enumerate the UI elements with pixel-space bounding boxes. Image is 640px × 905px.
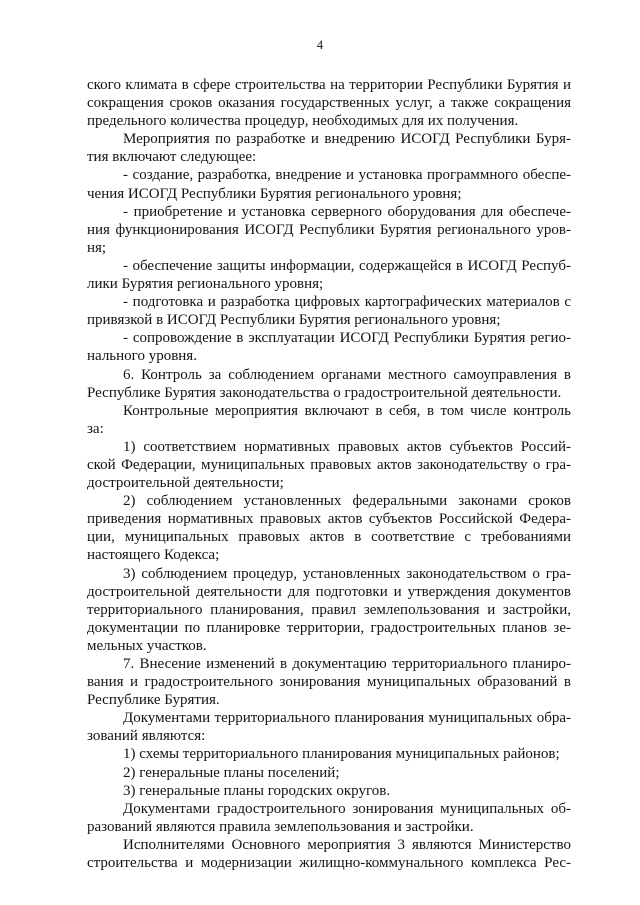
text-line: лики Бурятия регионального уровня; (87, 276, 324, 293)
text-line: вания и градостроительного зонирования муниципальных образований в (87, 674, 571, 691)
text-line: тия включают следующее: (87, 149, 257, 166)
text-line: Республике Бурятия законодательства о градостроительной деятельности. (87, 384, 562, 401)
text-line: Документами градостроительного зонирования муниципальных об- (123, 800, 571, 817)
text-line: - создание, разработка, внедрение и установка программного обеспе- (123, 167, 571, 184)
text-line: достроительной деятельности для подготовки и утверждения документов (87, 583, 571, 600)
text-line: Контрольные мероприятия включают в себя, в том числе контроль (123, 402, 571, 419)
text-line: чения ИСОГД Республики Бурятия регионального уровня; (87, 185, 462, 202)
text-line: 2) генеральные планы поселений; (123, 764, 340, 781)
text-line: Мероприятия по разработке и внедрению ИСОГД Республики Буря- (123, 131, 571, 148)
text-line: разований являются правила землепользования и застройки. (87, 818, 474, 835)
text-line: ня; (87, 239, 107, 256)
text-line: 6. Контроль за соблюдением органами местного самоуправления в (123, 366, 571, 383)
text-line: - приобретение и установка серверного оборудования для обеспече- (123, 203, 571, 220)
text-line: территориального планирования, правил землепользования и застройки, (87, 601, 571, 618)
text-line: достроительной деятельности; (87, 475, 284, 492)
text-line: ния функционирования ИСОГД Республики Бурятия регионального уров- (87, 221, 571, 238)
text-line: ции, муниципальных правовых актов в соответствие с требованиями (87, 529, 571, 546)
text-line: - обеспечение защиты информации, содержащейся в ИСОГД Респуб- (123, 257, 571, 274)
document-body (87, 76, 571, 872)
text-line: ского климата в сфере строительства на территории Республики Бурятия и (87, 77, 571, 93)
text-line: документации по планировке территории, градостроительных планов зе- (87, 619, 571, 636)
text-line: настоящего Кодекса; (87, 547, 220, 564)
text-line: Республике Бурятия. (87, 692, 220, 709)
text-line: нального уровня. (87, 348, 197, 365)
text-line: строительства и модернизации жилищно-коммунального комплекса Рес- (87, 855, 571, 872)
text-line: 3) соблюдением процедур, установленных законодательством о гра- (123, 565, 571, 582)
text-line: 3) генеральные планы городских округов. (123, 782, 391, 799)
text-line: 1) соответствием нормативных правовых актов субъектов Россий- (123, 438, 571, 455)
text-line: 7. Внесение изменений в документацию территориального планиро- (123, 656, 571, 672)
text-line: привязкой в ИСОГД Республики Бурятия регионального уровня; (87, 312, 501, 329)
text-line: предельного количества процедур, необходимых для их получения. (87, 113, 519, 130)
page-number: 4 (316, 38, 324, 52)
text-line: Исполнителями Основного мероприятия 3 являются Министерство (123, 836, 571, 853)
text-line: - подготовка и разработка цифровых картографических материалов с (123, 294, 571, 311)
text-line: 1) схемы территориального планирования муниципальных районов; (123, 746, 560, 763)
text-line: сокращения сроков оказания государственных услуг, а также сокращения (87, 95, 571, 112)
text-line: ской Федерации, муниципальных правовых актов законодательству о гра- (87, 456, 571, 473)
text-line: приведения нормативных правовых актов субъектов Российской Федера- (87, 511, 571, 528)
text-line: за: (87, 420, 104, 437)
text-line: - сопровождение в эксплуатации ИСОГД Республики Бурятия регио- (123, 330, 571, 347)
text-line: мельных участков. (87, 637, 207, 654)
text-line: Документами территориального планирования муниципальных обра- (123, 710, 571, 727)
text-line: зований являются: (87, 728, 206, 745)
text-line: 2) соблюдением установленных федеральными законами сроков (123, 493, 571, 510)
